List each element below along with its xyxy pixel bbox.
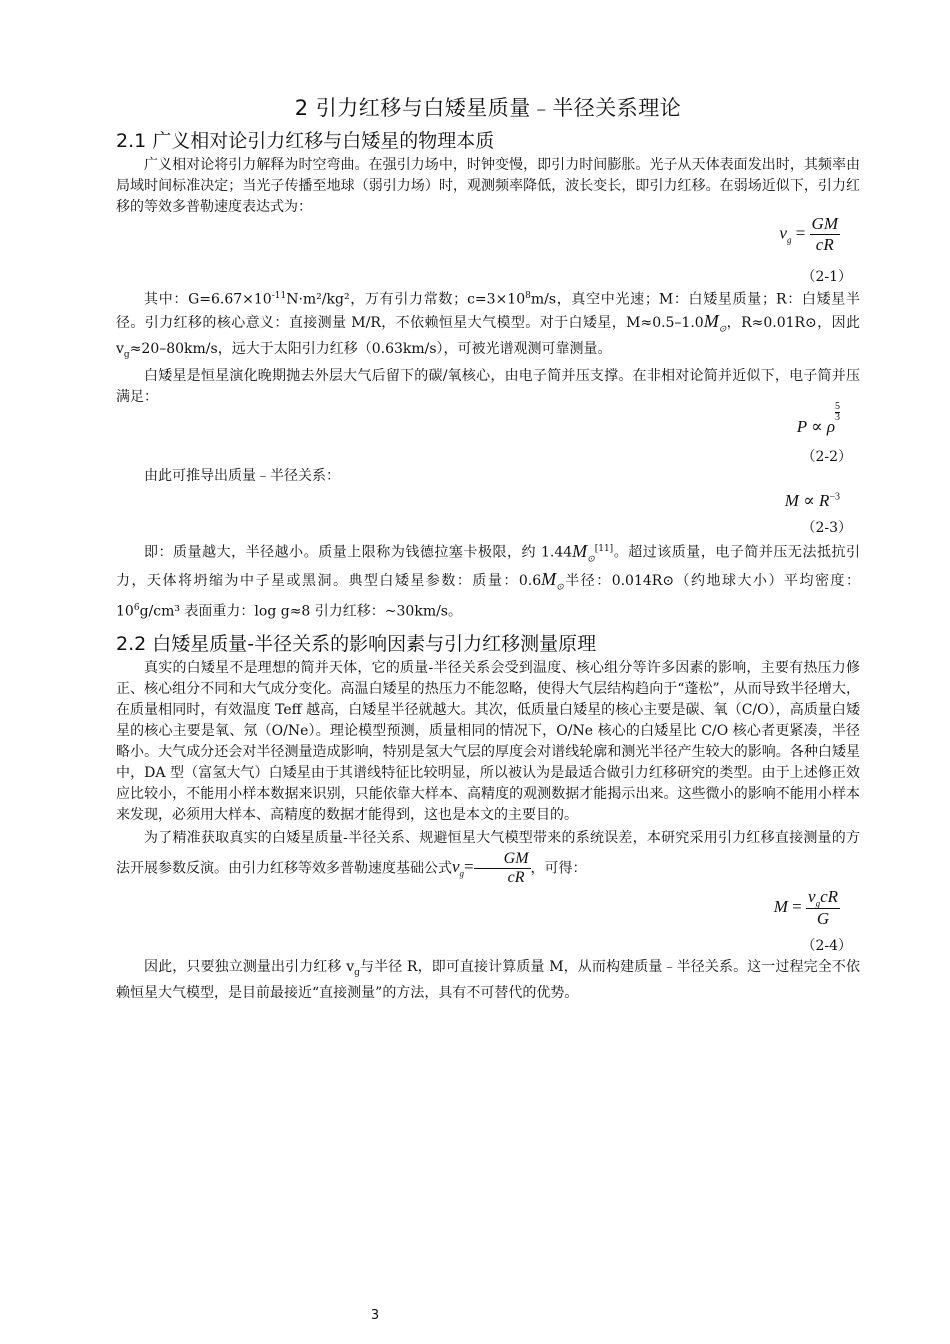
section-heading-2-2: 2.2 白矮星质量-半径关系的影响因素与引力红移测量原理 [116,632,597,655]
page-number: 3 [370,1308,380,1323]
equation-2-2 [116,401,860,446]
paragraph-constants: 其中：$G=6.67\times 10^{-11}N\cdot m^2$/kg²，万有引力常数；$c=3\times 10^8m/s$，真空中光速；M：白矮星质量；R：白矮星半径。引力红移的核心意义：直接测量 M/R，不依赖恒星大气模型。对于白矮星，$M\approx 0.5-1.0M_⊙$，R≈0.01R⊙，因此 $v_g\approx 20-80km/s$，远大于太阳引力红移（0.63km/s），可被光谱观测可靠测量。 [116,291,860,361]
paragraph-method: 为了精准获取真实的白矮星质量-半径关系、规避恒星大气模型带来的系统误差，本研究采用引力红移直接测量的方法开展参数反演。由引力红移等效多普勒速度基础公式$v_g=$ $\frac{GM}{cR}$ ，可得： [116,829,860,886]
equation-number-row-2-4 [116,937,860,957]
page-content [116,92,860,1004]
section-heading-2-1: 2.1 广义相对论引力红移与白矮星的物理本质 [116,130,495,152]
formula-mass-radius: $M \propto R^{-3}$ [784,491,840,511]
solar-mass-symbol: $M_⊙$ [541,569,564,592]
formula-vg: $v_g$ = $\frac{GM}{cR}$ [779,214,838,254]
equation-number-2-2: （2-2） [801,449,852,466]
equation-number-row-2-2 [116,446,860,466]
equation-number-row-2-1 [116,266,860,286]
paragraph-degeneracy: 白矮星是恒星演化晚期抛去外层大气后留下的碳/氧核心，由电子简并压支撑。在非相对论简并近似下，电子简并压满足： [116,368,860,406]
paragraph-chandrasekhar: 即：质量越大，半径越小。质量上限称为钱德拉塞卡极限，约 $1.44M_⊙[11]$。超过该质量，电子简并压无法抵抗引力，天体将坍缩为中子星或黑洞。典型白矮星参数：质量：$0.6M_⊙$半径：0.014R⊙（约地球大小）平均密度：$10^6g$/cm³ 表面重力：log g≈8 引力红移：~30km/s。 [116,540,861,620]
chapter-title: 2 引力红移与白矮星质量﹣半径关系理论 [294,96,682,120]
fraction-gm-cr: $\frac{GM}{cR}$ [811,214,838,254]
equation-2-4 [116,887,860,937]
solar-mass-symbol: $M_⊙$ [572,540,595,564]
equation-number-2-4: （2-4） [801,937,852,954]
paragraph-gr-redshift: 广义相对论将引力解释为时空弯曲。在强引力场中，时钟变慢，即引力时间膨胀。光子从天体表面发出时，其频率由局域时间标准决定；当光子传播至地球（弱引力场）时，观测频率降低，波长变长，即引力红移。在弱场近似下，引力红移的等效多普勒速度表达式为： [116,157,860,215]
paragraph-mr-derive: 由此可推导出质量﹣半径关系： [144,468,340,485]
paragraph-conclusion: 因此，只要独立测量出引力红移 $v_g$与半径 R，即可直接计算质量 M，从而构建质量﹣半径关系。这一过程完全不依赖恒星大气模型，是目前最接近“直接测量”的方法，具有不可替代的优势。 [116,958,861,1002]
solar-mass-symbol: $M_⊙$ [703,310,727,334]
equation-number-2-3: （2-3） [801,520,852,537]
equation-number-2-1: （2-1） [801,269,852,285]
paragraph-influence-factors: 真实的白矮星不是理想的简并天体，它的质量-半径关系会受到温度、核心组分等许多因素的影响，主要有热压力修正、核心组分不同和大气成分变化。高温白矮星的热压力不能忽略，使得大气层结构趋向于“蓬松”，从而导致半径增大，在质量相同时，有效温度 Teff 越高，白矮星半径就越大。其次，低质量白矮星的核心主要是碳、氧（C/O），高质量白矮星的核心主要是氧、氖（O/Ne）。理论模型预测，质量相同的情况下，O/Ne 核心的白矮星比 C/O 核心者更紧凑，半径略小。大气成分还会对半径测量造成影响，特别是氢大气层的厚度会对谱线轮廓和测光半径产生较大的影响。各种白矮星中，DA 型（富氢大气）白矮星由于其谱线特征比较明显，所以被认为是最适合做引力红移研究的类型。由于上述修正效应比较小，不能用小样本数据来识别，只能依靠大样本、高精度的观测数据才能揭示出来。这些微小的影响不能用小样本来发现，必须用大样本、高精度的数据才能得到，这也是本文的主要目的。 [116,659,860,823]
formula-pressure: P ∝ ρ $\frac{5}{3}$ [796,401,840,437]
formula-mass: M = $\frac{v_gcR}{G}$ [773,886,838,928]
inline-formula-vg: $v_g=$ $\frac{GM}{cR}$ [452,849,529,886]
equation-2-1 [116,214,860,266]
equation-2-3 [116,487,860,517]
fraction-vgcr-g: $\frac{v_gcR}{G}$ [808,886,838,928]
equation-number-row-2-3 [116,517,860,539]
